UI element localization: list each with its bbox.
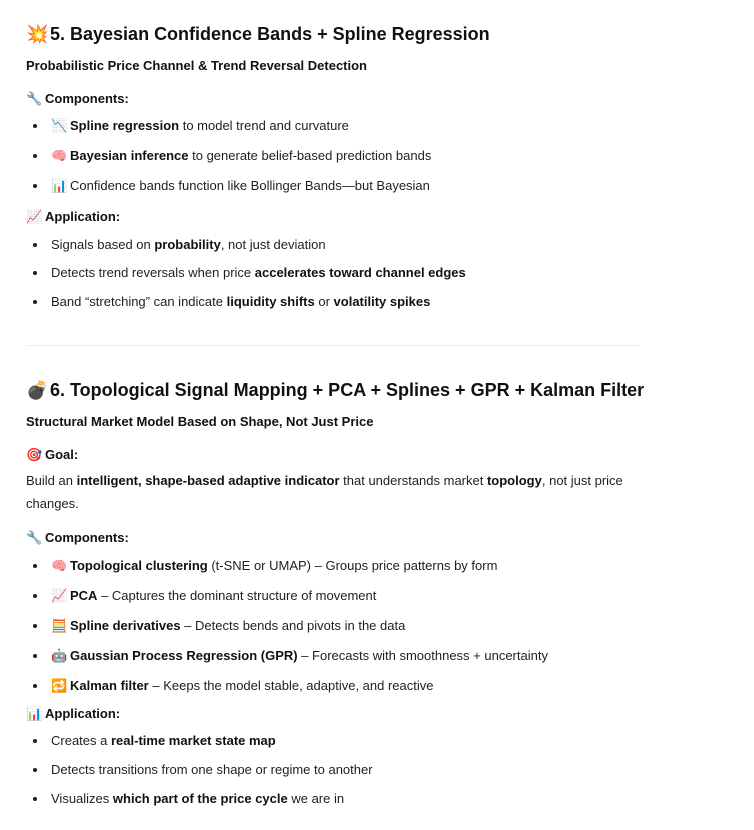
bar-chart-icon: 📊 <box>51 179 68 194</box>
list-item: Visualizes which part of the price cycle we are in <box>26 790 373 808</box>
list-item: 🧠 Topological clustering (t-SNE or UMAP) – Groups price patterns by form <box>26 557 548 576</box>
wrench-icon: 🔧 <box>26 92 43 107</box>
section5-subtitle: Probabilistic Price Channel & Trend Reversal Detection <box>26 58 367 73</box>
section6-application-list <box>26 732 373 808</box>
collision-icon: 💥 <box>26 24 49 45</box>
list-item: 🧠 Bayesian inference to generate belief-based prediction bands <box>26 147 431 166</box>
list-item: 📉 Spline regression to model trend and curvature <box>26 117 431 136</box>
section6-goal-text: Build an intelligent, shape-based adaptive indicator that understands market topology, not just price changes. <box>26 473 623 511</box>
list-item: Band “stretching” can indicate liquidity shifts or volatility spikes <box>26 293 466 311</box>
section6-application-heading: 📊 Application: <box>26 706 121 722</box>
section5-application-heading: 📈 Application: <box>26 209 121 225</box>
repeat-icon: 🔁 <box>51 679 68 694</box>
section5-components-heading: 🔧 Components: <box>26 91 129 107</box>
section6-goal-heading: 🎯 Goal: <box>26 447 79 463</box>
bar-chart-icon: 📊 <box>26 707 43 722</box>
section6-components-heading: 🔧 Components: <box>26 530 129 546</box>
list-item: 📈 PCA – Captures the dominant structure of movement <box>26 587 548 606</box>
bomb-icon: 💣 <box>26 380 49 401</box>
list-item: 🔁 Kalman filter – Keeps the model stable, adaptive, and reactive <box>26 677 548 696</box>
brain-icon: 🧠 <box>51 149 68 164</box>
chart-increasing-icon: 📈 <box>51 589 68 604</box>
brain-icon: 🧠 <box>51 559 68 574</box>
list-item: 📊 Confidence bands function like Bollinger Bands—but Bayesian <box>26 177 431 196</box>
list-item: 🤖 Gaussian Process Regression (GPR) – Forecasts with smoothness + uncertainty <box>26 647 548 666</box>
abacus-icon: 🧮 <box>51 619 68 634</box>
section-divider <box>26 345 640 346</box>
section5-application-list <box>26 236 466 311</box>
list-item: Creates a real-time market state map <box>26 732 373 750</box>
chart-decreasing-icon: 📉 <box>51 119 68 134</box>
robot-icon: 🤖 <box>51 649 68 664</box>
list-item: Signals based on probability, not just deviation <box>26 236 466 254</box>
section5-title: 💥5. Bayesian Confidence Bands + Spline Regression <box>26 24 490 45</box>
list-item: Detects trend reversals when price accelerates toward channel edges <box>26 264 466 282</box>
list-item: 🧮 Spline derivatives – Detects bends and pivots in the data <box>26 617 548 636</box>
section6-components-list <box>26 557 548 696</box>
wrench-icon: 🔧 <box>26 531 43 546</box>
section6-subtitle: Structural Market Model Based on Shape, Not Just Price <box>26 414 374 429</box>
target-icon: 🎯 <box>26 448 43 463</box>
list-item: Detects transitions from one shape or regime to another <box>26 761 373 779</box>
section5-components-list <box>26 117 431 196</box>
section6-title: 💣6. Topological Signal Mapping + PCA + Splines + GPR + Kalman Filter <box>26 380 645 401</box>
chart-increasing-icon: 📈 <box>26 210 43 225</box>
